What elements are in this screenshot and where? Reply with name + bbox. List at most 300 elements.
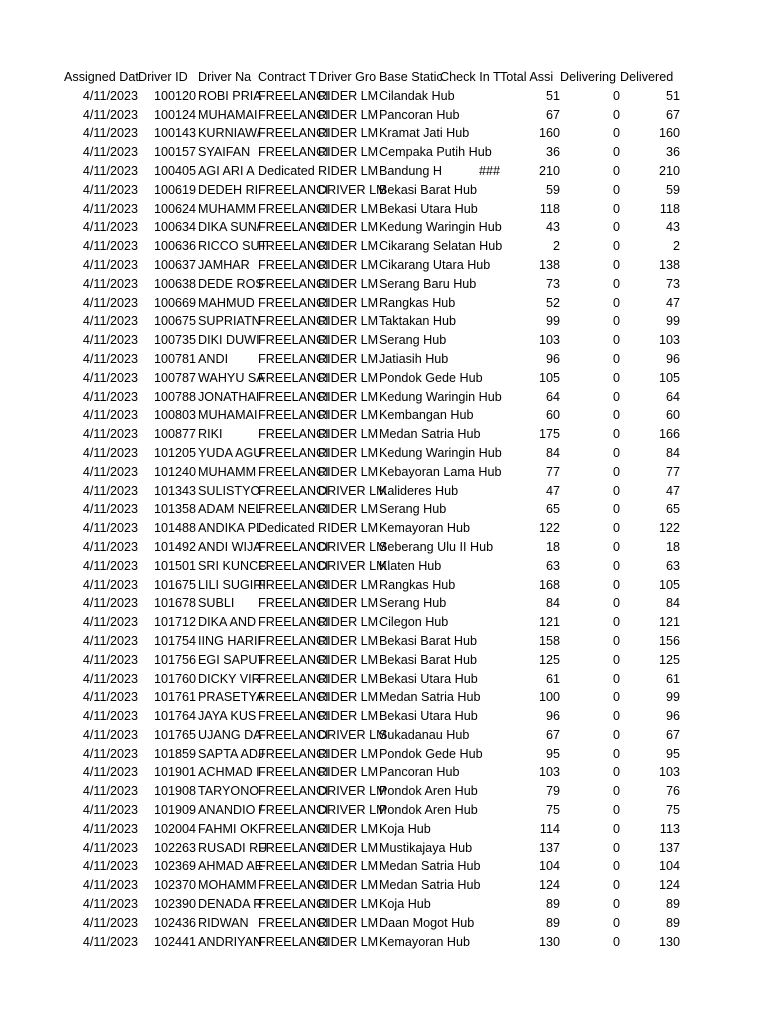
header-assigned-date[interactable]: Assigned Dat bbox=[64, 70, 139, 84]
cell-check-in-time[interactable] bbox=[440, 500, 500, 519]
cell-assigned-date[interactable]: 4/11/2023 bbox=[82, 577, 138, 592]
cell-delivered[interactable]: 99 bbox=[665, 690, 680, 705]
cell-driver-name[interactable]: LILI SUGIRI bbox=[198, 577, 266, 592]
cell-driver-id[interactable]: 102263 bbox=[153, 840, 196, 855]
cell-total-assigned[interactable]: 96 bbox=[545, 709, 560, 724]
cell-check-in-time[interactable] bbox=[440, 707, 500, 726]
cell-contract-type[interactable]: FREELANCI bbox=[258, 784, 329, 799]
cell-contract-type[interactable]: Dedicated bbox=[258, 163, 315, 178]
cell-check-in-time[interactable] bbox=[440, 256, 500, 275]
cell-assigned-date[interactable]: 4/11/2023 bbox=[82, 389, 138, 404]
cell-driver-group[interactable]: RIDER LM bbox=[318, 671, 379, 686]
cell-assigned-date[interactable]: 4/11/2023 bbox=[82, 746, 138, 761]
cell-driver-group[interactable]: RIDER LM bbox=[318, 333, 379, 348]
cell-assigned-date[interactable]: 4/11/2023 bbox=[82, 351, 138, 366]
cell-driver-group[interactable]: RIDER LM bbox=[318, 126, 379, 141]
cell-check-in-time[interactable] bbox=[440, 876, 500, 895]
cell-driver-group[interactable]: RIDER LM bbox=[318, 88, 379, 103]
cell-delivering[interactable]: 0 bbox=[612, 351, 620, 366]
cell-contract-type[interactable]: FREELANCI bbox=[258, 483, 329, 498]
cell-total-assigned[interactable]: 89 bbox=[545, 897, 560, 912]
cell-driver-name[interactable]: ANDI WIJA bbox=[198, 539, 262, 554]
cell-base-station[interactable]: Kramat Jati Hub bbox=[379, 126, 470, 141]
cell-driver-id[interactable]: 101901 bbox=[153, 765, 196, 780]
cell-driver-id[interactable]: 100405 bbox=[153, 163, 196, 178]
cell-driver-name[interactable]: ADAM NEL bbox=[198, 502, 263, 517]
cell-assigned-date[interactable]: 4/11/2023 bbox=[82, 859, 138, 874]
cell-driver-group[interactable]: RIDER LM bbox=[318, 427, 379, 442]
cell-assigned-date[interactable]: 4/11/2023 bbox=[82, 502, 138, 517]
cell-driver-group[interactable]: RIDER LM bbox=[318, 652, 379, 667]
cell-driver-id[interactable]: 101859 bbox=[153, 746, 196, 761]
cell-driver-name[interactable]: RICCO SUT bbox=[198, 239, 268, 254]
cell-contract-type[interactable]: FREELANCI bbox=[258, 502, 329, 517]
cell-driver-id[interactable]: 101760 bbox=[153, 671, 196, 686]
cell-check-in-time[interactable] bbox=[440, 275, 500, 294]
cell-driver-group[interactable]: RIDER LM bbox=[318, 746, 379, 761]
cell-check-in-time[interactable] bbox=[440, 369, 500, 388]
cell-base-station[interactable]: Serang Hub bbox=[379, 596, 447, 611]
cell-driver-name[interactable]: SYAIFAN bbox=[198, 145, 251, 160]
cell-check-in-time[interactable] bbox=[440, 933, 500, 952]
cell-driver-id[interactable]: 101765 bbox=[153, 727, 196, 742]
cell-base-station[interactable]: Jatiasih Hub bbox=[379, 351, 449, 366]
cell-total-assigned[interactable]: 79 bbox=[545, 784, 560, 799]
cell-assigned-date[interactable]: 4/11/2023 bbox=[82, 220, 138, 235]
cell-driver-name[interactable]: ANDRIYAN bbox=[198, 934, 263, 949]
cell-base-station[interactable]: Rangkas Hub bbox=[379, 295, 456, 310]
cell-delivered[interactable]: 96 bbox=[665, 351, 680, 366]
cell-check-in-time[interactable] bbox=[440, 726, 500, 745]
cell-delivering[interactable]: 0 bbox=[612, 596, 620, 611]
cell-base-station[interactable]: Medan Satria Hub bbox=[379, 859, 481, 874]
cell-check-in-time[interactable] bbox=[440, 782, 500, 801]
cell-check-in-time[interactable] bbox=[440, 763, 500, 782]
cell-driver-id[interactable]: 102441 bbox=[153, 934, 196, 949]
cell-base-station[interactable]: Kemayoran Hub bbox=[379, 521, 471, 536]
cell-delivered[interactable]: 156 bbox=[658, 633, 680, 648]
cell-delivered[interactable]: 103 bbox=[658, 765, 680, 780]
cell-base-station[interactable]: Taktakan Hub bbox=[379, 314, 457, 329]
cell-check-in-time[interactable] bbox=[440, 463, 500, 482]
cell-driver-name[interactable]: SUPRIATN bbox=[198, 314, 261, 329]
cell-base-station[interactable]: Serang Baru Hub bbox=[379, 276, 477, 291]
cell-driver-name[interactable]: SULISTYO bbox=[198, 483, 261, 498]
cell-delivering[interactable]: 0 bbox=[612, 821, 620, 836]
cell-driver-group[interactable]: RIDER LM bbox=[318, 840, 379, 855]
cell-delivered[interactable]: 2 bbox=[672, 239, 680, 254]
cell-delivering[interactable]: 0 bbox=[612, 464, 620, 479]
cell-base-station[interactable]: Kebayoran Lama Hub bbox=[379, 464, 502, 479]
cell-driver-group[interactable]: RIDER LM bbox=[318, 577, 379, 592]
cell-driver-name[interactable]: DENADA R bbox=[198, 897, 263, 912]
cell-total-assigned[interactable]: 75 bbox=[545, 803, 560, 818]
cell-base-station[interactable]: Bekasi Utara Hub bbox=[379, 671, 478, 686]
cell-delivering[interactable]: 0 bbox=[612, 671, 620, 686]
cell-check-in-time[interactable] bbox=[440, 124, 500, 143]
cell-total-assigned[interactable]: 158 bbox=[538, 633, 560, 648]
cell-driver-id[interactable]: 101205 bbox=[153, 445, 196, 460]
cell-driver-name[interactable]: ANANDIO / bbox=[198, 803, 263, 818]
cell-driver-name[interactable]: JONATHAI bbox=[198, 389, 260, 404]
cell-base-station[interactable]: Bandung H bbox=[379, 163, 443, 178]
cell-driver-id[interactable]: 100781 bbox=[153, 351, 196, 366]
cell-driver-name[interactable]: WAHYU SA bbox=[198, 370, 265, 385]
cell-total-assigned[interactable]: 118 bbox=[539, 201, 560, 216]
cell-assigned-date[interactable]: 4/11/2023 bbox=[82, 539, 138, 554]
cell-assigned-date[interactable]: 4/11/2023 bbox=[82, 408, 138, 423]
cell-check-in-time[interactable] bbox=[440, 745, 500, 764]
cell-check-in-time[interactable] bbox=[440, 294, 500, 313]
cell-contract-type[interactable]: FREELANCI bbox=[258, 859, 329, 874]
cell-total-assigned[interactable]: 175 bbox=[538, 427, 560, 442]
cell-driver-group[interactable]: RIDER LM bbox=[318, 220, 379, 235]
cell-base-station[interactable]: Kedung Waringin Hub bbox=[379, 220, 502, 235]
cell-total-assigned[interactable]: 73 bbox=[545, 276, 560, 291]
cell-driver-name[interactable]: DEDEH RI bbox=[198, 182, 259, 197]
cell-driver-name[interactable]: YUDA AGU bbox=[198, 445, 263, 460]
cell-contract-type[interactable]: FREELANCI bbox=[258, 690, 329, 705]
cell-delivered[interactable]: 47 bbox=[665, 483, 680, 498]
cell-contract-type[interactable]: FREELANCI bbox=[258, 182, 329, 197]
cell-driver-id[interactable]: 101501 bbox=[153, 558, 196, 573]
cell-contract-type[interactable]: FREELANCI bbox=[258, 878, 329, 893]
cell-delivering[interactable]: 0 bbox=[612, 295, 620, 310]
cell-total-assigned[interactable]: 36 bbox=[545, 145, 560, 160]
cell-delivering[interactable]: 0 bbox=[612, 915, 620, 930]
cell-base-station[interactable]: Kedung Waringin Hub bbox=[379, 389, 502, 404]
cell-delivering[interactable]: 0 bbox=[612, 558, 620, 573]
cell-driver-id[interactable]: 100634 bbox=[153, 220, 196, 235]
cell-base-station[interactable]: Bekasi Barat Hub bbox=[379, 652, 478, 667]
cell-delivered[interactable]: 130 bbox=[658, 934, 680, 949]
cell-base-station[interactable]: Pondok Gede Hub bbox=[379, 370, 483, 385]
header-contract-type[interactable]: Contract T bbox=[258, 70, 317, 84]
cell-driver-name[interactable]: AHMAD AE bbox=[198, 859, 264, 874]
cell-driver-name[interactable]: MUHAMAI bbox=[198, 107, 258, 122]
cell-assigned-date[interactable]: 4/11/2023 bbox=[82, 445, 138, 460]
cell-driver-name[interactable]: ANDI bbox=[198, 351, 229, 366]
cell-delivered[interactable]: 64 bbox=[665, 389, 680, 404]
cell-base-station[interactable]: Kalideres Hub bbox=[379, 483, 459, 498]
cell-base-station[interactable]: Cilegon Hub bbox=[379, 615, 449, 630]
cell-contract-type[interactable]: FREELANCI bbox=[258, 314, 329, 329]
cell-contract-type[interactable]: FREELANCI bbox=[258, 220, 329, 235]
cell-contract-type[interactable]: FREELANCI bbox=[258, 408, 329, 423]
cell-delivering[interactable]: 0 bbox=[612, 445, 620, 460]
cell-check-in-time[interactable] bbox=[440, 632, 500, 651]
cell-contract-type[interactable]: FREELANCI bbox=[258, 840, 329, 855]
cell-base-station[interactable]: Cilandak Hub bbox=[379, 88, 455, 103]
cell-assigned-date[interactable]: 4/11/2023 bbox=[82, 107, 138, 122]
cell-contract-type[interactable]: FREELANCI bbox=[258, 934, 329, 949]
cell-driver-name[interactable]: MOHAMM bbox=[198, 878, 257, 893]
cell-delivered[interactable]: 73 bbox=[665, 276, 680, 291]
cell-driver-group[interactable]: RIDER LM bbox=[318, 464, 379, 479]
cell-total-assigned[interactable]: 103 bbox=[538, 333, 560, 348]
cell-contract-type[interactable]: FREELANCI bbox=[258, 126, 329, 141]
cell-contract-type[interactable]: FREELANCI bbox=[258, 727, 329, 742]
cell-contract-type[interactable]: FREELANCI bbox=[258, 615, 329, 630]
cell-contract-type[interactable]: FREELANCI bbox=[258, 821, 329, 836]
cell-delivered[interactable]: 51 bbox=[665, 88, 680, 103]
cell-delivered[interactable]: 121 bbox=[658, 615, 680, 630]
cell-check-in-time[interactable] bbox=[440, 143, 500, 162]
cell-base-station[interactable]: Pancoran Hub bbox=[379, 765, 460, 780]
cell-delivering[interactable]: 0 bbox=[612, 615, 620, 630]
cell-assigned-date[interactable]: 4/11/2023 bbox=[82, 239, 138, 254]
cell-contract-type[interactable]: FREELANCI bbox=[258, 558, 329, 573]
cell-total-assigned[interactable]: 105 bbox=[538, 370, 560, 385]
cell-driver-id[interactable]: 101492 bbox=[153, 539, 196, 554]
cell-driver-id[interactable]: 101343 bbox=[153, 483, 196, 498]
cell-delivering[interactable]: 0 bbox=[612, 784, 620, 799]
cell-driver-group[interactable]: RIDER LM bbox=[318, 201, 379, 216]
cell-base-station[interactable]: Bekasi Utara Hub bbox=[379, 709, 478, 724]
cell-delivering[interactable]: 0 bbox=[612, 239, 620, 254]
cell-driver-id[interactable]: 102436 bbox=[153, 915, 196, 930]
cell-delivered[interactable]: 99 bbox=[665, 314, 680, 329]
cell-delivered[interactable]: 47 bbox=[665, 295, 680, 310]
cell-delivered[interactable]: 122 bbox=[658, 521, 680, 536]
cell-base-station[interactable]: Pondok Gede Hub bbox=[379, 746, 483, 761]
cell-driver-name[interactable]: DIKA SUN/ bbox=[198, 220, 261, 235]
cell-check-in-time[interactable] bbox=[440, 237, 500, 256]
cell-delivered[interactable]: 18 bbox=[665, 539, 680, 554]
cell-check-in-time[interactable] bbox=[440, 519, 500, 538]
cell-contract-type[interactable]: FREELANCI bbox=[258, 897, 329, 912]
cell-check-in-time[interactable] bbox=[440, 331, 500, 350]
cell-base-station[interactable]: Koja Hub bbox=[379, 897, 431, 912]
cell-check-in-time[interactable] bbox=[440, 594, 500, 613]
cell-base-station[interactable]: Cempaka Putih Hub bbox=[379, 145, 492, 160]
cell-assigned-date[interactable]: 4/11/2023 bbox=[82, 257, 138, 272]
cell-assigned-date[interactable]: 4/11/2023 bbox=[82, 596, 138, 611]
cell-check-in-time[interactable] bbox=[440, 482, 500, 501]
cell-delivered[interactable]: 67 bbox=[665, 727, 680, 742]
cell-delivering[interactable]: 0 bbox=[612, 521, 620, 536]
cell-driver-name[interactable]: MUHAMM bbox=[198, 464, 257, 479]
cell-driver-id[interactable]: 100669 bbox=[153, 295, 196, 310]
cell-assigned-date[interactable]: 4/11/2023 bbox=[82, 558, 138, 573]
cell-assigned-date[interactable]: 4/11/2023 bbox=[82, 784, 138, 799]
cell-assigned-date[interactable]: 4/11/2023 bbox=[82, 464, 138, 479]
cell-assigned-date[interactable]: 4/11/2023 bbox=[82, 145, 138, 160]
cell-delivered[interactable]: 89 bbox=[665, 897, 680, 912]
cell-delivering[interactable]: 0 bbox=[612, 690, 620, 705]
cell-total-assigned[interactable]: 160 bbox=[538, 126, 560, 141]
cell-total-assigned[interactable]: 137 bbox=[538, 840, 560, 855]
cell-total-assigned[interactable]: 67 bbox=[545, 107, 560, 122]
cell-driver-id[interactable]: 100636 bbox=[153, 239, 196, 254]
cell-driver-name[interactable]: RUSADI RU bbox=[198, 840, 268, 855]
cell-check-in-time[interactable] bbox=[440, 613, 500, 632]
cell-total-assigned[interactable]: 60 bbox=[545, 408, 560, 423]
cell-base-station[interactable]: Cikarang Selatan Hub bbox=[379, 239, 503, 254]
cell-assigned-date[interactable]: 4/11/2023 bbox=[82, 690, 138, 705]
cell-driver-id[interactable]: 100124 bbox=[153, 107, 196, 122]
cell-driver-name[interactable]: FAHMI OK bbox=[198, 821, 259, 836]
cell-assigned-date[interactable]: 4/11/2023 bbox=[82, 163, 138, 178]
cell-assigned-date[interactable]: 4/11/2023 bbox=[82, 652, 138, 667]
cell-total-assigned[interactable]: 124 bbox=[538, 878, 560, 893]
cell-driver-group[interactable]: RIDER LM bbox=[318, 633, 379, 648]
cell-check-in-time[interactable] bbox=[440, 106, 500, 125]
cell-contract-type[interactable]: FREELANCI bbox=[258, 276, 329, 291]
cell-base-station[interactable]: Klaten Hub bbox=[379, 558, 442, 573]
cell-assigned-date[interactable]: 4/11/2023 bbox=[82, 276, 138, 291]
cell-driver-name[interactable]: ACHMAD I bbox=[198, 765, 260, 780]
cell-check-in-time[interactable] bbox=[440, 350, 500, 369]
cell-base-station[interactable]: Kemayoran Hub bbox=[379, 934, 471, 949]
cell-delivered[interactable]: 95 bbox=[665, 746, 680, 761]
cell-total-assigned[interactable]: 84 bbox=[545, 445, 560, 460]
cell-assigned-date[interactable]: 4/11/2023 bbox=[82, 370, 138, 385]
cell-total-assigned[interactable]: 122 bbox=[538, 521, 560, 536]
cell-delivering[interactable]: 0 bbox=[612, 126, 620, 141]
cell-delivered[interactable]: 125 bbox=[658, 652, 680, 667]
cell-driver-name[interactable]: SRI KUNCC bbox=[198, 558, 268, 573]
cell-delivering[interactable]: 0 bbox=[612, 878, 620, 893]
cell-base-station[interactable]: Medan Satria Hub bbox=[379, 427, 481, 442]
cell-driver-name[interactable]: IING HARIF bbox=[198, 633, 266, 648]
cell-driver-id[interactable]: 101678 bbox=[153, 596, 196, 611]
cell-base-station[interactable]: Medan Satria Hub bbox=[379, 878, 481, 893]
cell-total-assigned[interactable]: 65 bbox=[545, 502, 560, 517]
cell-check-in-time[interactable] bbox=[440, 801, 500, 820]
cell-driver-name[interactable]: ANDIKA PL bbox=[198, 521, 264, 536]
cell-driver-name[interactable]: EGI SAPUT bbox=[198, 652, 266, 667]
cell-delivering[interactable]: 0 bbox=[612, 182, 620, 197]
cell-contract-type[interactable]: FREELANCI bbox=[258, 351, 329, 366]
cell-contract-type[interactable]: FREELANCI bbox=[258, 765, 329, 780]
cell-delivering[interactable]: 0 bbox=[612, 897, 620, 912]
cell-delivered[interactable]: 96 bbox=[665, 709, 680, 724]
cell-total-assigned[interactable]: 125 bbox=[538, 652, 560, 667]
cell-delivered[interactable]: 59 bbox=[665, 182, 680, 197]
cell-driver-name[interactable]: DEDE ROS bbox=[198, 276, 264, 291]
cell-assigned-date[interactable]: 4/11/2023 bbox=[82, 878, 138, 893]
cell-contract-type[interactable]: FREELANCI bbox=[258, 295, 329, 310]
cell-driver-id[interactable]: 100638 bbox=[153, 276, 196, 291]
cell-check-in-time[interactable] bbox=[440, 895, 500, 914]
cell-check-in-time[interactable] bbox=[440, 312, 500, 331]
cell-driver-name[interactable]: DICKY VIR bbox=[198, 671, 261, 686]
cell-contract-type[interactable]: FREELANCI bbox=[258, 915, 329, 930]
cell-driver-id[interactable]: 101712 bbox=[153, 615, 196, 630]
cell-assigned-date[interactable]: 4/11/2023 bbox=[82, 671, 138, 686]
cell-driver-group[interactable]: RIDER LM bbox=[318, 370, 379, 385]
cell-delivering[interactable]: 0 bbox=[612, 577, 620, 592]
cell-driver-id[interactable]: 101675 bbox=[153, 577, 196, 592]
cell-driver-name[interactable]: RIKI bbox=[198, 427, 223, 442]
cell-total-assigned[interactable]: 61 bbox=[545, 671, 560, 686]
cell-driver-id[interactable]: 101756 bbox=[153, 652, 196, 667]
cell-driver-name[interactable]: SAPTA ADJ bbox=[198, 746, 265, 761]
cell-check-in-time[interactable] bbox=[440, 181, 500, 200]
cell-check-in-time[interactable] bbox=[440, 914, 500, 933]
cell-base-station[interactable]: Bekasi Utara Hub bbox=[379, 201, 478, 216]
cell-driver-group[interactable]: DRIVER LM bbox=[318, 558, 387, 573]
cell-total-assigned[interactable]: 103 bbox=[538, 765, 560, 780]
cell-driver-group[interactable]: RIDER LM bbox=[318, 521, 379, 536]
cell-driver-name[interactable]: KURNIAW/ bbox=[198, 126, 261, 141]
cell-delivered[interactable]: 138 bbox=[658, 257, 680, 272]
header-delivered[interactable]: Delivered bbox=[620, 70, 674, 84]
cell-base-station[interactable]: Bekasi Barat Hub bbox=[379, 633, 478, 648]
cell-driver-id[interactable]: 100787 bbox=[153, 370, 196, 385]
cell-assigned-date[interactable]: 4/11/2023 bbox=[82, 126, 138, 141]
cell-delivered[interactable]: 77 bbox=[665, 464, 680, 479]
cell-driver-group[interactable]: RIDER LM bbox=[318, 351, 379, 366]
cell-driver-group[interactable]: RIDER LM bbox=[318, 389, 379, 404]
cell-contract-type[interactable]: FREELANCI bbox=[258, 709, 329, 724]
cell-delivering[interactable]: 0 bbox=[612, 633, 620, 648]
cell-total-assigned[interactable]: 77 bbox=[545, 464, 560, 479]
cell-assigned-date[interactable]: 4/11/2023 bbox=[82, 295, 138, 310]
cell-delivered[interactable]: 104 bbox=[658, 859, 680, 874]
cell-total-assigned[interactable]: 130 bbox=[538, 934, 560, 949]
cell-assigned-date[interactable]: 4/11/2023 bbox=[82, 633, 138, 648]
cell-check-in-time[interactable] bbox=[440, 538, 500, 557]
cell-driver-group[interactable]: RIDER LM bbox=[318, 615, 379, 630]
cell-driver-group[interactable]: RIDER LM bbox=[318, 709, 379, 724]
cell-driver-group[interactable]: RIDER LM bbox=[318, 690, 379, 705]
cell-driver-name[interactable]: ROBI PRIA bbox=[198, 88, 262, 103]
cell-assigned-date[interactable]: 4/11/2023 bbox=[82, 314, 138, 329]
cell-base-station[interactable]: Seberang Ulu II Hub bbox=[379, 539, 494, 554]
cell-assigned-date[interactable]: 4/11/2023 bbox=[82, 934, 138, 949]
cell-total-assigned[interactable]: 95 bbox=[545, 746, 560, 761]
cell-driver-id[interactable]: 100788 bbox=[153, 389, 196, 404]
cell-driver-group[interactable]: RIDER LM bbox=[318, 314, 379, 329]
cell-delivering[interactable]: 0 bbox=[612, 803, 620, 818]
cell-base-station[interactable]: Daan Mogot Hub bbox=[379, 915, 475, 930]
cell-contract-type[interactable]: FREELANCI bbox=[258, 539, 329, 554]
cell-driver-group[interactable]: DRIVER LM bbox=[318, 539, 387, 554]
cell-delivered[interactable]: 60 bbox=[665, 408, 680, 423]
cell-delivering[interactable]: 0 bbox=[612, 408, 620, 423]
cell-total-assigned[interactable]: 67 bbox=[545, 727, 560, 742]
cell-check-in-time[interactable] bbox=[440, 670, 500, 689]
cell-driver-group[interactable]: DRIVER LM bbox=[318, 727, 387, 742]
cell-base-station[interactable]: Cikarang Utara Hub bbox=[379, 257, 491, 272]
cell-base-station[interactable]: Pancoran Hub bbox=[379, 107, 460, 122]
cell-total-assigned[interactable]: 121 bbox=[538, 615, 560, 630]
cell-driver-id[interactable]: 100619 bbox=[153, 182, 196, 197]
cell-contract-type[interactable]: FREELANCI bbox=[258, 464, 329, 479]
cell-contract-type[interactable]: FREELANCI bbox=[258, 88, 329, 103]
cell-total-assigned[interactable]: 63 bbox=[545, 558, 560, 573]
cell-delivering[interactable]: 0 bbox=[612, 840, 620, 855]
cell-assigned-date[interactable]: 4/11/2023 bbox=[82, 88, 138, 103]
cell-driver-group[interactable]: RIDER LM bbox=[318, 934, 379, 949]
cell-check-in-time[interactable] bbox=[440, 200, 500, 219]
cell-total-assigned[interactable]: 2 bbox=[552, 239, 560, 254]
cell-contract-type[interactable]: FREELANCI bbox=[258, 107, 329, 122]
cell-check-in-time[interactable] bbox=[440, 425, 500, 444]
cell-total-assigned[interactable]: 59 bbox=[545, 182, 560, 197]
header-check-in-time[interactable]: Check In T bbox=[440, 70, 501, 84]
cell-assigned-date[interactable]: 4/11/2023 bbox=[82, 333, 138, 348]
cell-delivered[interactable]: 61 bbox=[665, 671, 680, 686]
cell-delivering[interactable]: 0 bbox=[612, 201, 620, 216]
cell-contract-type[interactable]: FREELANCI bbox=[258, 652, 329, 667]
cell-assigned-date[interactable]: 4/11/2023 bbox=[82, 201, 138, 216]
cell-driver-id[interactable]: 101909 bbox=[153, 803, 196, 818]
cell-assigned-date[interactable]: 4/11/2023 bbox=[82, 483, 138, 498]
cell-delivering[interactable]: 0 bbox=[612, 502, 620, 517]
